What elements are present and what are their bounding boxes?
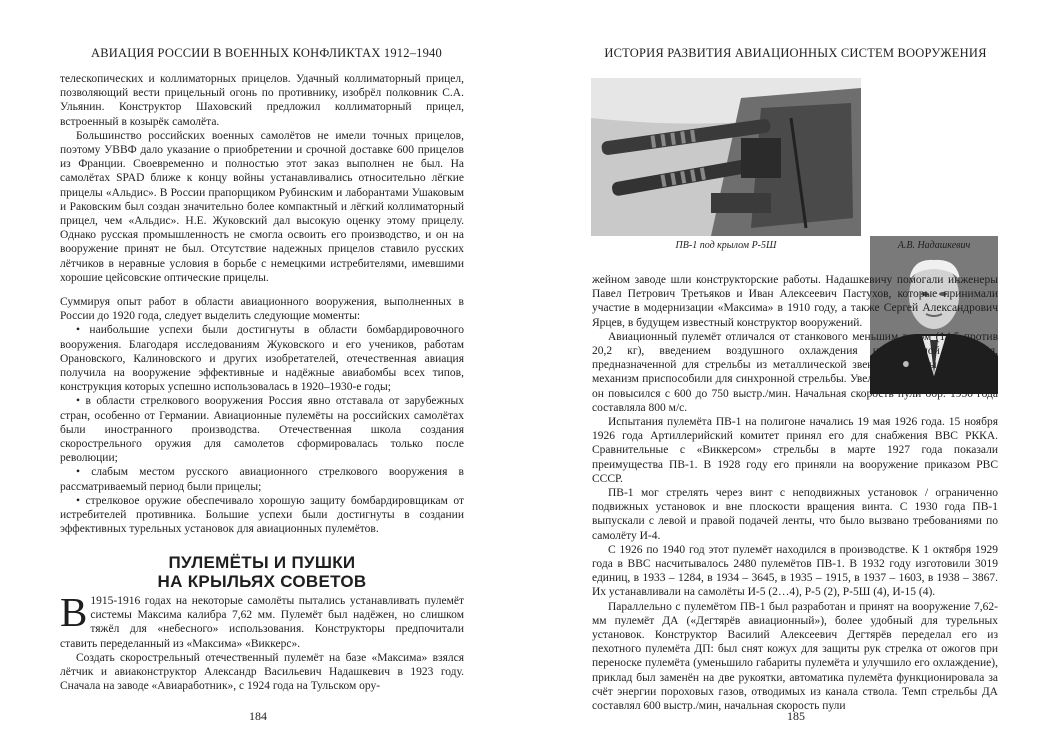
paragraph: Создать скорострельный отечественный пулемёт на базе «Максима» взялся лётчик и авиаконструктор Александр Васильевич Надашкевич в 1923 году. Сначала на заводе «Авиаработник», с 1924 года на Тульском ору- [60, 651, 464, 693]
paragraph: Авиационный пулемёт отличался от станкового меньшим весом (14,5 против 20,2 кг), введением воздушного охлаждения и системой питания, предназначенной для стрельбы из металлической звеньевой ленты. Спусковой механизм приспособили для синхронной стрельбы. Увеличен был темп стрельбы: он повысился с 600 до 750 выстр./мин. Начальная скорость пули обр. 1930 года составляла 800 м/с. [592, 330, 998, 414]
machine-gun-illustration [591, 78, 861, 236]
bullet-item: • стрелковое оружие обеспечивало хорошую защиту бомбардировщикам от истребителей противника. Большие успехи были достигнуты в создании эффективных турельных установок для авиационных пулемётов. [60, 494, 464, 536]
left-running-head: АВИАЦИЯ РОССИИ В ВОЕННЫХ КОНФЛИКТАХ 1912–1940 [91, 46, 442, 60]
section-heading-line: ПУЛЕМЁТЫ И ПУШКИ [168, 553, 356, 572]
left-page [0, 0, 531, 753]
right-page [531, 0, 1063, 753]
left-body-text [60, 72, 464, 537]
paragraph: Испытания пулемёта ПВ-1 на полигоне начались 19 мая 1926 года. 15 ноября 1926 года Артиллерийский комитет принял его для снабжения ВВС РККА. Сравнительные с «Виккерсом» стрельбы в марте 1927 года показали преимущества ПВ-1. В 1928 году его приняли на вооружение приказом РВС СССР. [592, 416, 998, 485]
paragraph: Большинство российских военных самолётов не имели точных прицелов, поэтому УВВФ дало указание о приобретении и срочной доставке 600 прицелов из Франции. Своевременно и полностью этот заказ выполнен не был. На самолётах SPAD ближе к концу войны устанавливались относительно лёгкие прицелы «Альдис». В России прапорщиком Рубинским и лаборантами Ушаковым и Раковским был создан значительно более компактный и лёгкий коллиматорный прицел, чем «Альдис». Н.Е. Жуковский дал высокую оценку этому прицелу. Однако русская промышленность не смогла освоить его производство, и он на вооружение принят не был. Отсутствие надежных прицелов ставило русских лётчиков в неравные условия в борьбе с немецкими истребителями, имевшими хорошие цейсовские оптические прицелы. [60, 129, 464, 284]
bullet-item: • в области стрелкового вооружения Россия явно отставала от зарубежных стран, особенно от Германии. Авиационные пулемёты на российских самолётах были иностранного производства. Отечественная школа создания скорострельного оружия для самолетов сформировалась только после революции; [60, 395, 464, 465]
gun-photo-caption: ПВ-1 под крылом Р-5Ш [675, 240, 777, 251]
section-heading-line: НА КРЫЛЬЯХ СОВЕТОВ [157, 572, 367, 591]
paragraph: Параллельно с пулемётом ПВ-1 был разработан и принят на вооружение 7,62-мм пулемёт ДА («Дегтярёв авиационный»), более удобный для турельных установок. Конструктор Василий Алексеевич Дегтярёв переделал его из пехотного пулемёта ДП: был снят кожух для защиты рук стрелка от ожогов при переноске пулемёта (уменьшило габариты пулемёта и улучшило его охлаждение), приклад был заменён на две рукоятки, автоматика пулемёта функционировала за счёт энергии пороховых газов, отводимых из канала ствола. Темп стрельбы ДА составлял 600 выстр./мин, начальная скорость пули [592, 600, 998, 713]
paragraph: Суммируя опыт работ в области авиационного вооружения, выполненных в России до 1920 года, следует выделить следующие моменты: [60, 296, 464, 323]
right-running-head: ИСТОРИЯ РАЗВИТИЯ АВИАЦИОННЫХ СИСТЕМ ВООРУЖЕНИЯ [604, 46, 987, 60]
left-page-number: 184 [249, 709, 267, 723]
machine-gun-photo [591, 78, 861, 236]
paragraph: жейном заводе шли конструкторские работы. Надашкевичу помогали инженеры Павел Петрович Третьяков и Иван Алексеевич Пастухов, которые принимали участие в модернизации «Максима» в 1910 году, а также Сергей Александрович Ярцев, в будущем известный конструктор вооружений. [592, 274, 998, 329]
paragraph: С 1926 по 1940 год этот пулемёт находился в производстве. К 1 октября 1929 года в ВВС насчитывалось 2480 пулемётов ПВ-1. В 1932 году изготовили 3019 единиц, в 1933 – 1284, в 1934 – 3645, в 1935 – 1915, в 1937 – 1603, в 1938 – 3867. Их устанавливали на самолёты И-5 (2…4), Р-5 (2), Р-5Ш (4), И-15 (4). [592, 543, 998, 599]
paragraph: ПВ-1 мог стрелять через винт с неподвижных установок / ограниченно подвижных установок и вне плоскости вращения винта. С 1930 года ПВ-1 выпускали с левой и правой подачей ленты, что было вызвано требованиями по самолёту И-4. [592, 487, 998, 542]
section-heading [60, 553, 464, 591]
bullet-item: • наибольшие успехи были достигнуты в области бомбардировочного вооружения. Благодаря исследованиям Жуковского и его учеников, работам Орановского, Калиновского и других изобретателей, отечественная авиация получила на вооружение эффективные и надёжные авиабомбы всех типов, конструкция которых успешно использовалась в 1920–1930-е годы; [60, 324, 464, 394]
portrait-caption: А.В. Надашкевич [897, 240, 971, 251]
paragraph-text: 1915-1916 годах на некоторые самолёты пытались устанавливать пулемёт системы Максима калибра 7,62 мм. Пулемёт был надёжен, но слишком тяжёл для «небесного» использования. Конструкторы предпочитали ставить переделанный из «Максима» «Виккерс». [60, 595, 464, 650]
right-page-number: 185 [787, 709, 805, 723]
left-body-text-bottom [60, 589, 464, 693]
paragraph: телескопических и коллиматорных прицелов. Удачный коллиматорный прицел, позволяющий вести прицельный огонь по противнику, изобрёл полковник С.А. Ульянин. Конструктор Шаховский предложил коллиматорный прицел, встроенный в козырёк самолёта. [60, 73, 464, 128]
drop-cap: В [60, 589, 88, 635]
paragraph [60, 589, 464, 651]
right-body-text [592, 273, 998, 713]
bullet-item: • слабым местом русского авиационного стрелкового вооружения в рассматриваемый период были прицелы; [60, 466, 464, 493]
